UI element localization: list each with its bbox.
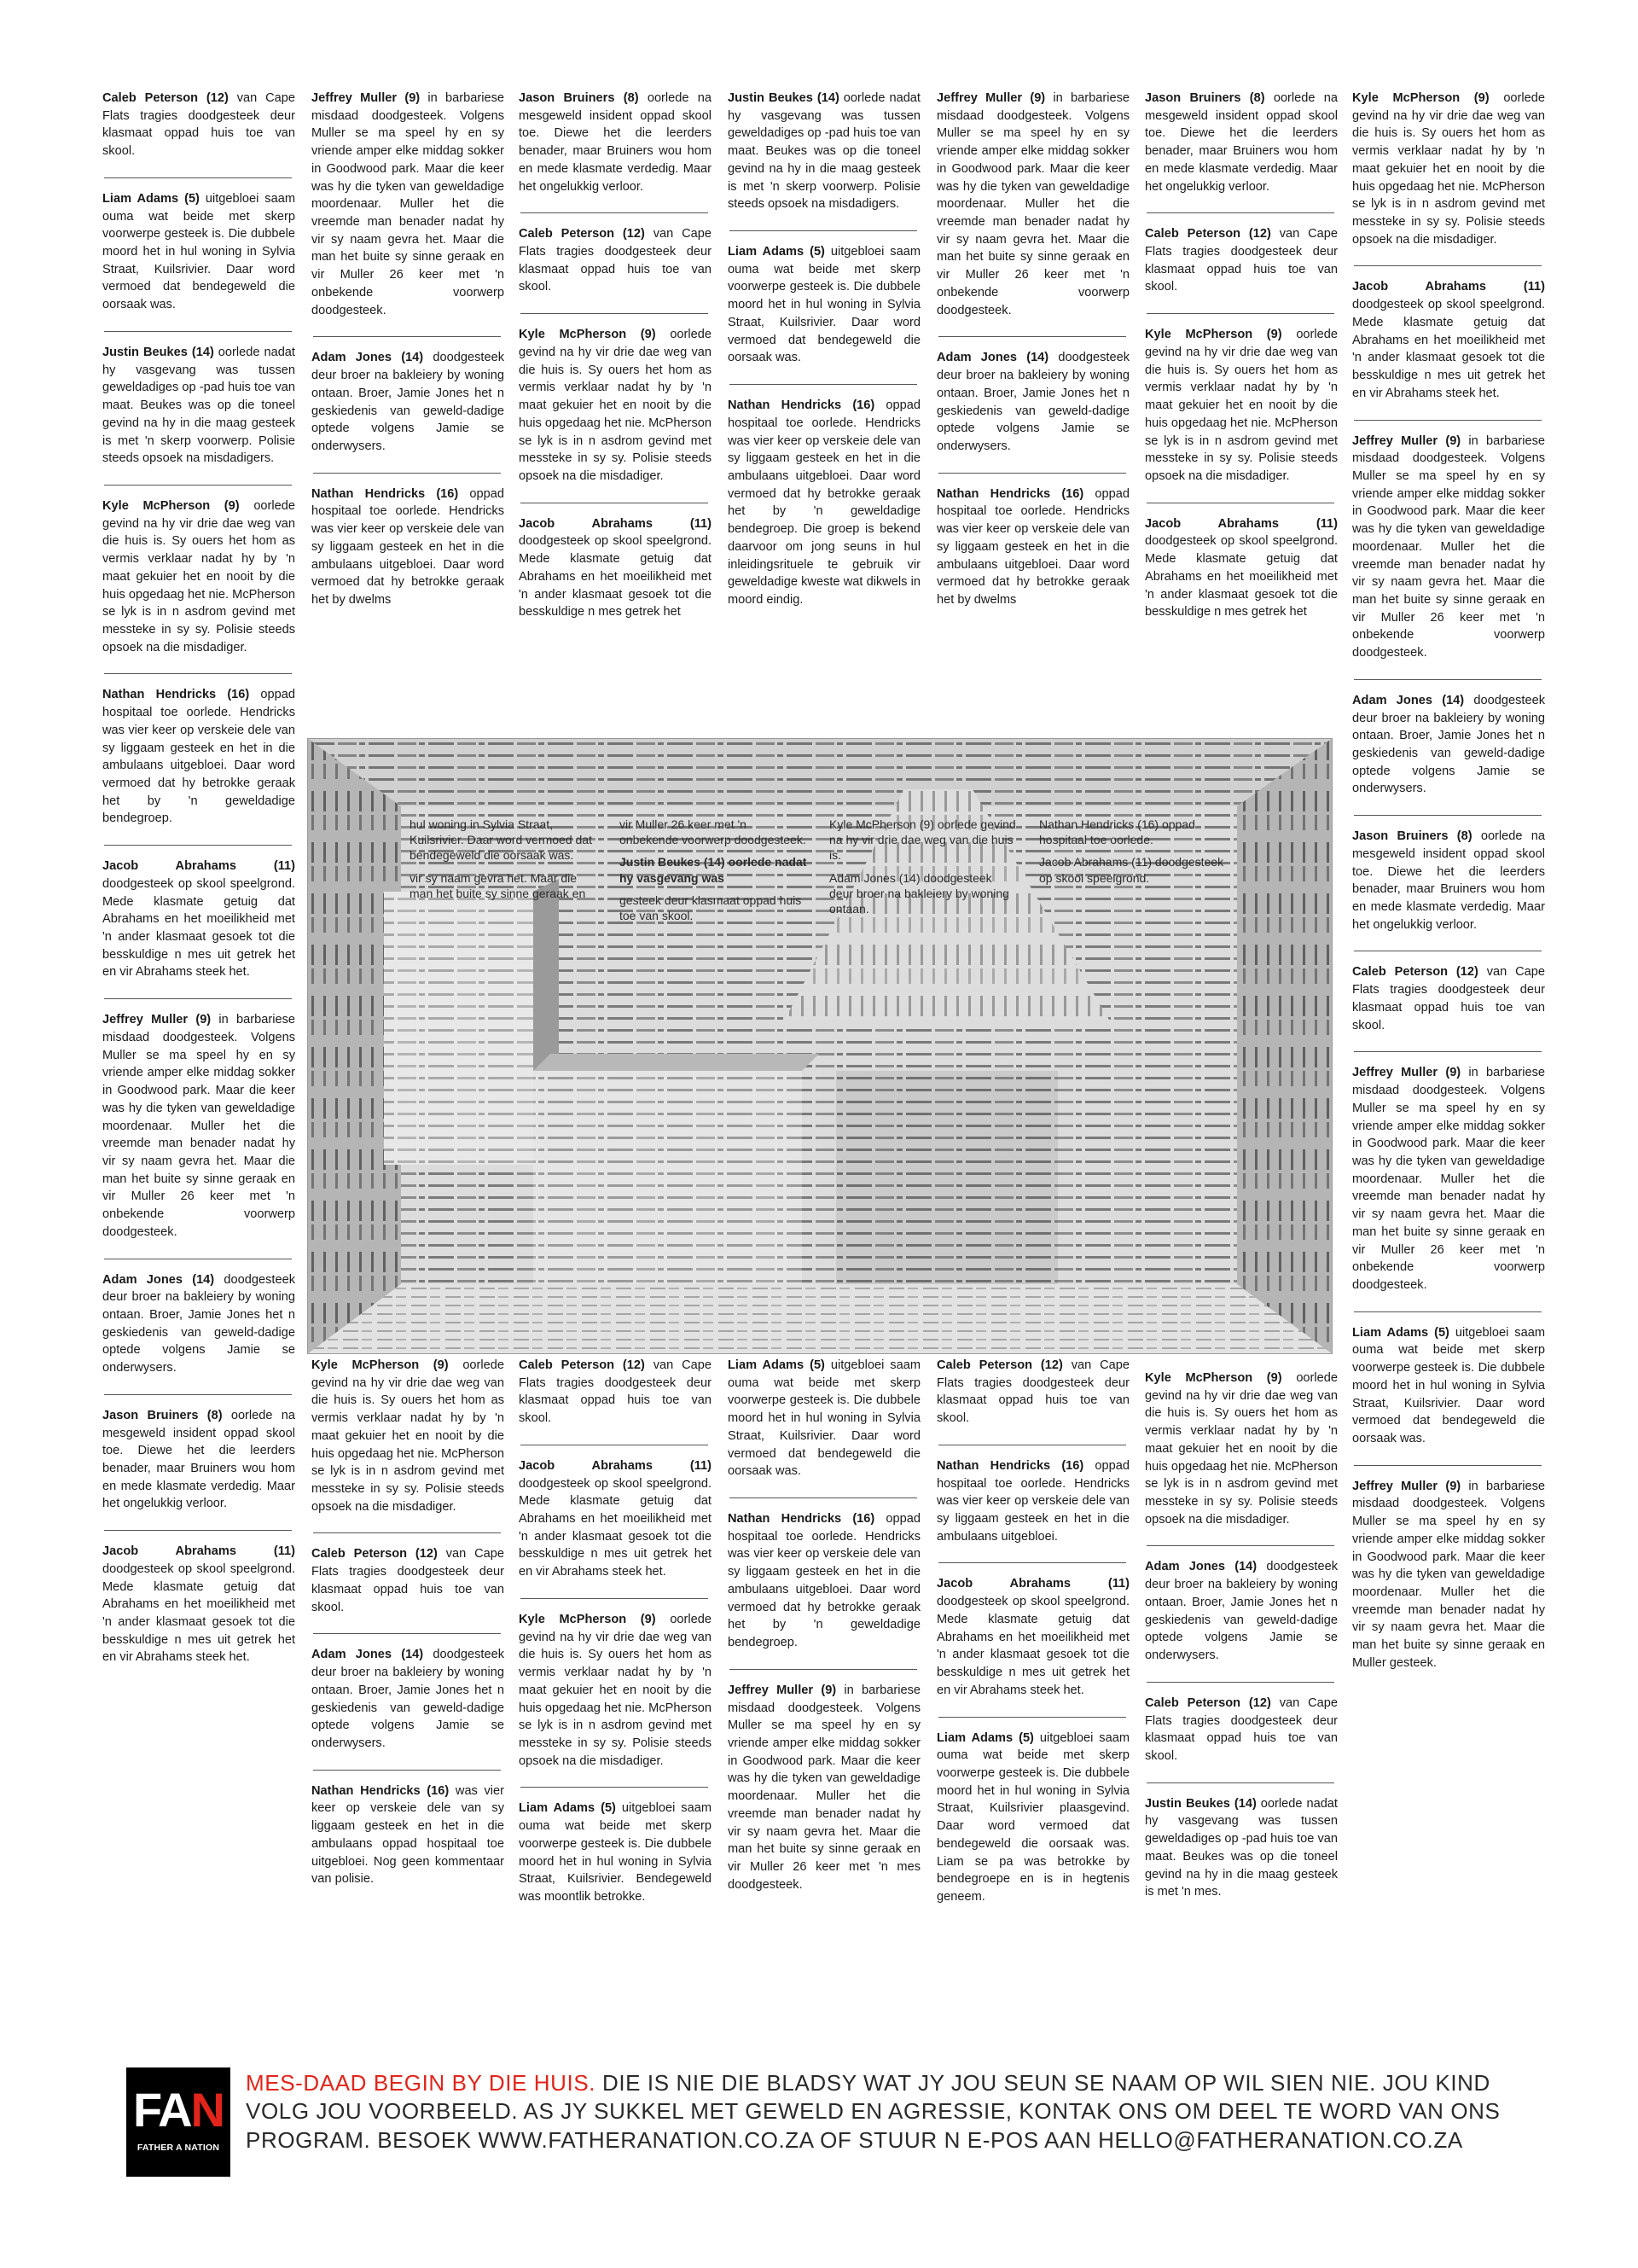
obituary-entry bbox=[519, 225, 712, 296]
entry-name: Kyle McPherson (9) bbox=[519, 328, 656, 342]
entry-name: Jeffrey Muller (9) bbox=[311, 91, 421, 105]
obituary-entry bbox=[1145, 1795, 1338, 1901]
entry-divider bbox=[1354, 1465, 1542, 1466]
entry-text: oorlede gevind na hy vir drie dae weg van die huis is. Sy ouers het hom as vermis verklaar nadat hy by 'n maat gekuier het en nooit by die huis opgedaag het nie. McPherson se lyk is in n asdrom gevind met messteke in sy sy. Polisie steeds opsoek na die misdadiger. bbox=[519, 1612, 712, 1768]
entry-divider bbox=[1354, 1051, 1542, 1052]
entry-text: oorlede gevind na hy vir drie dae weg van die huis is. Sy ouers het hom as vermis verklaar nadat hy by 'n maat gekuier het en nooit by die huis opgedaag het nie. McPherson se lyk is in n asdrom gevind met messteke in sy sy. Polisie steeds opsoek na die misdadiger. bbox=[311, 1358, 504, 1514]
entry-text: oppad hospitaal toe oorlede. Hendricks was vier keer op verskeie dele van sy liggaam gesteek en het in die ambulaans uitgebloei. Daar word vermoed dat hy betrokke geraak het by 'n geweldadige bendegroep. Die groep is bekend daarvoor om jong seuns in hul inleidingsrituele te gebruik vir geweldadige kweste wat dikwels in moord eindig. bbox=[728, 398, 921, 607]
obituary-column-b2 bbox=[519, 1357, 712, 1906]
entry-name: Justin Beukes (14) bbox=[728, 91, 839, 105]
entry-text: uitgebloei saam ouma wat beide met skerp voorwerpe gesteek is. Die dubbele moord het in hul woning in Sylvia Straat, Kuilsrivier. Daar word vermoed dat bendegeweld die oorsaak was. bbox=[1352, 1325, 1545, 1445]
entry-divider bbox=[938, 1562, 1126, 1563]
obituary-entry bbox=[519, 1457, 712, 1581]
cta-headline: MES-DAAD BEGIN BY DIE HUIS. bbox=[246, 2070, 596, 2096]
obituary-column-b3 bbox=[728, 1357, 921, 1893]
entry-divider bbox=[313, 336, 501, 337]
obituary-column-b4 bbox=[937, 1357, 1130, 1906]
entry-name: Jason Bruiners (8) bbox=[519, 91, 639, 105]
obituary-entry bbox=[1352, 90, 1545, 248]
entry-name: Liam Adams (5) bbox=[728, 245, 825, 259]
entry-name: Jeffrey Muller (9) bbox=[1352, 1066, 1461, 1080]
obituary-column-2 bbox=[311, 90, 504, 609]
obituary-entry bbox=[102, 686, 295, 828]
entry-text: doodgesteek op skool speelgrond. Mede klasmate getuig dat Abrahams en het moeilikheid met 'n ander klasmaat gesoek tot die besskuldige n mes uit getrek het en vir Abrahams steek het. bbox=[937, 1595, 1130, 1697]
entry-text: in barbariese misdaad doodgesteek. Volgens Muller se ma speel hy en sy vriende amper elke middag sokker in Goodwood park. Maar die keer was hy die tyken van geweldadige moordenaar. Muller het die vreemde man benader nadat hy vir sy naam gevra het. Maar die man het buite sy sinne geraak en vir Muller 26 keer met 'n onbekende voorwerp doodgesteek. bbox=[1352, 433, 1545, 660]
entry-name: Caleb Peterson (12) bbox=[519, 227, 645, 241]
room-floor bbox=[307, 1284, 1333, 1354]
entry-text: was vier keer op verskeie dele van sy liggaam gesteek en het in die ambulaans oppad hospitaal toe uitgebloei. Nog geen kommentaar van polisie. bbox=[311, 1783, 505, 1887]
entry-divider bbox=[729, 384, 917, 385]
entry-text: van Cape Flats tragies doodgesteek deur klasmaat oppad huis toe van skool. bbox=[311, 1547, 504, 1614]
entry-name: Nathan Hendricks (16) bbox=[311, 486, 459, 501]
entry-name: Jason Bruiners (8) bbox=[1352, 829, 1472, 844]
entry-name: Jacob Abrahams (11) bbox=[1145, 516, 1338, 531]
entry-text: in barbariese misdaad doodgesteek. Volgens Muller se ma speel hy en sy vriende amper elke middag sokker in Goodwood park. Maar die keer was hy die tyken van geweldadige moordenaar. Muller het die vreemde man benader nadat hy vir sy naam gevra het. Maar die man het buite sy sinne geraak en vir Muller 26 keer met 'n onbekende voorwerp doodgesteek. bbox=[937, 91, 1130, 317]
entry-divider bbox=[313, 473, 501, 474]
entry-text: oorlede gevind na hy vir drie dae weg van die huis is. Sy ouers het hom as vermis verklaar nadat hy by 'n maat gekuier het en nooit by die huis opgedaag het nie. McPherson se lyk is in n asdrom gevind met messteke in sy sy. Polisie steeds opsoek na die misdadiger. bbox=[519, 328, 712, 483]
entry-divider bbox=[104, 845, 292, 846]
entry-name: Jeffrey Muller (9) bbox=[102, 1013, 212, 1027]
entry-name: Adam Jones (14) bbox=[311, 1648, 424, 1662]
entry-text: uitgebloei saam ouma wat beide met skerp voorwerpe gesteek is. Die dubbele moord het in hul woning in Sylvia Straat, Kuilsrivier plaasgevind. Daar word vermoed dat bendegeweld die oorsaak was. Liam se pa was betrokke by bendegroepe en is in hegtenis geneem. bbox=[937, 1730, 1130, 1904]
entry-divider bbox=[1147, 212, 1334, 213]
entry-name: Jason Bruiners (8) bbox=[102, 1408, 223, 1422]
intro-snippet-group bbox=[410, 817, 1228, 923]
entry-name: Caleb Peterson (12) bbox=[519, 1358, 645, 1372]
entry-text: van Cape Flats tragies doodgesteek deur klasmaat oppad huis toe van skool. bbox=[102, 91, 295, 159]
entry-divider bbox=[938, 1717, 1126, 1718]
obituary-entry bbox=[937, 90, 1130, 319]
obituary-entry bbox=[1352, 278, 1545, 402]
entry-text: doodgesteek op skool speelgrond. Mede klasmate getuig dat Abrahams en het moeilikheid met 'n ander klasmaat gesoek tot die besskuldige n mes uit getrek het en vir Abrahams steek het. bbox=[102, 876, 295, 980]
entry-text: doodgesteek deur broer na bakleiery by woning ontaan. Broer, Jamie Jones het n geskiedenis van geweld-dadige optede volgens Jamie se onderwysers. bbox=[937, 351, 1130, 453]
obituary-entry bbox=[1145, 90, 1338, 195]
entry-text: in barbariese misdaad doodgesteek. Volgens Muller se ma speel hy en sy vriende amper elke middag sokker in Goodwood park. Maar die keer was hy die tyken van geweldadige moordenaar. Muller het die vreemde man benader nadat hy vir sy naam gevra het. Maar die man het buite sy sinne geraak en vir Muller 26 keer met 'n onbekende voorwerp doodgesteek. bbox=[1352, 1066, 1545, 1292]
entry-name: Adam Jones (14) bbox=[937, 351, 1049, 365]
entry-name: Nathan Hendricks (16) bbox=[102, 688, 250, 702]
entry-name: Kyle McPherson (9) bbox=[102, 498, 240, 513]
newspaper-room-illustration bbox=[307, 738, 1333, 1354]
entry-text: oorlede na mesgeweld insident oppad skool toe. Diewe het die leerders benader, maar Bruiners wou hom en mede klasmate verdedig. Maar het ongelukkig verloor. bbox=[1145, 91, 1339, 194]
entry-text: oorlede na mesgeweld insident oppad skool toe. Diewe het die leerders benader, maar Bruiners wou hom en mede klasmate verdedig. Maar het ongelukkig verloor. bbox=[519, 91, 712, 194]
entry-name: Jeffrey Muller (9) bbox=[728, 1683, 837, 1697]
entry-divider bbox=[1147, 313, 1334, 314]
entry-text: in barbariese misdaad doodgesteek. Volgens Muller se ma speel hy en sy vriende amper elke middag sokker in Goodwood park. Maar die keer was hy die tyken van geweldadige moordenaar. Muller het die vreemde man benader nadat hy vir sy naam gevra het. Maar die man het buite sy sinne geraak en Muller gesteek. bbox=[1352, 1479, 1545, 1670]
obituary-column-b1 bbox=[311, 1357, 504, 1888]
entry-name: Justin Beukes (14) bbox=[1145, 1796, 1257, 1811]
entry-text: doodgesteek op skool speelgrond. Mede klasmate getuig dat Abrahams en het moeilikheid met 'n ander klasmaat gesoek tot die besskuldige n mes uit getrek het en vir Abrahams steek het. bbox=[102, 1561, 295, 1665]
obituary-entry bbox=[937, 1357, 1130, 1428]
entry-divider bbox=[104, 1530, 292, 1531]
obituary-entry bbox=[102, 344, 295, 468]
snippet: Adam Jones (14) doodgesteek deur broer na bakleiery by woning ontaan. bbox=[829, 870, 1009, 916]
entry-divider bbox=[1147, 1545, 1334, 1546]
entry-divider bbox=[104, 331, 292, 332]
obituary-entry bbox=[1145, 1695, 1338, 1765]
entry-text: oorlede na mesgeweld insident oppad skool toe. Diewe het die leerders benader, maar Bruiners wou hom en mede klasmate verdedig. Maar het ongelukkig verloor. bbox=[102, 1408, 296, 1511]
entry-name: Nathan Hendricks (16) bbox=[937, 486, 1084, 501]
obituary-entry bbox=[519, 1611, 712, 1770]
center-box-top bbox=[533, 1054, 819, 1071]
entry-name: Adam Jones (14) bbox=[1352, 693, 1465, 707]
entry-text: doodgesteek op skool speelgrond. Mede klasmate getuig dat Abrahams en het moeilikheid met 'n ander klasmaat gesoek tot die besskuldige n mes uit getrek het en vir Abrahams steek het. bbox=[519, 1476, 712, 1579]
obituary-entry bbox=[311, 486, 504, 609]
obituary-entry bbox=[102, 1271, 295, 1377]
entry-text: in barbariese misdaad doodgesteek. Volgens Muller se ma speel hy en sy vriende amper elke middag sokker in Goodwood park. Maar die keer was hy die tyken van geweldadige moordenaar. Muller het die vreemde man benader nadat hy vir sy naam gevra het. Maar die man het buite sy sinne geraak en vir Muller 26 keer met 'n onbekende voorwerp doodgesteek. bbox=[102, 1013, 295, 1239]
entry-text: doodgesteek deur broer na bakleiery by woning ontaan. Broer, Jamie Jones het n geskiedenis van geweld-dadige optede volgens Jamie se onderwysers. bbox=[102, 1272, 295, 1375]
snippet: Justin Beukes (14) oorlede nadat hy vasgevang was bbox=[619, 855, 807, 885]
entry-text: van Cape Flats tragies doodgesteek deur klasmaat oppad huis toe van skool. bbox=[937, 1358, 1130, 1426]
snippet: Kyle McPherson (9) oorlede gevind na hy vir drie dae weg van die huis is. bbox=[829, 817, 1016, 863]
entry-name: Caleb Peterson (12) bbox=[1145, 227, 1271, 241]
entry-text: uitgebloei saam ouma wat beide met skerp voorwerpe gesteek is. Die dubbele moord het in hul woning in Sylvia Straat, Kuilsrivier. Daar word vermoed dat bendegeweld die oorsaak was. bbox=[102, 191, 295, 312]
snippet: gesteek deur klasmaat oppad huis toe van skool. bbox=[619, 893, 802, 922]
obituary-entry bbox=[102, 90, 295, 160]
entry-text: oppad hospitaal toe oorlede. Hendricks was vier keer op verskeie dele van sy liggaam gesteek en het in die ambulaans uitgebloei. Daar word vermoed dat hy betrokke geraak het by 'n geweldadige bendegroep. bbox=[728, 1512, 921, 1650]
obituary-entry bbox=[1145, 1370, 1338, 1528]
obituary-entry bbox=[728, 243, 921, 367]
entry-divider bbox=[1147, 1682, 1334, 1683]
obituary-entry bbox=[1145, 515, 1338, 621]
entry-name: Liam Adams (5) bbox=[728, 1358, 825, 1372]
entry-name: Kyle McPherson (9) bbox=[1145, 1371, 1282, 1385]
obituary-entry bbox=[102, 497, 295, 656]
obituary-entry bbox=[519, 1357, 712, 1428]
obituary-entry bbox=[1352, 1478, 1545, 1672]
entry-text: in barbariese misdaad doodgesteek. Volgens Muller se ma speel hy en sy vriende amper elke middag sokker in Goodwood park. Maar die keer was hy die tyken van geweldadige moordenaar. Muller het die vreemde man benader nadat hy vir sy naam gevra het. Maar die man het buite sy sinne geraak en vir Muller 26 keer met 'n onbekende voorwerp doodgesteek. bbox=[311, 91, 504, 317]
entry-divider bbox=[938, 473, 1126, 474]
entry-divider bbox=[1354, 1311, 1542, 1312]
obituary-column-5 bbox=[937, 90, 1130, 609]
entry-text: oppad hospitaal toe oorlede. Hendricks was vier keer op verskeie dele van sy liggaam gesteek en het in die ambulaans uitgebloei. Daar word vermoed dat hy betrokke geraak het by dwelms bbox=[311, 486, 505, 607]
entry-name: Justin Beukes (14) bbox=[102, 345, 214, 359]
obituary-column-3 bbox=[519, 90, 712, 621]
entry-name: Adam Jones (14) bbox=[311, 351, 424, 365]
entry-text: doodgesteek op skool speelgrond. Mede klasmate getuig dat Abrahams en het moeilikheid met 'n ander klasmaat gesoek tot die besskuldige n mes getrek het bbox=[519, 534, 712, 619]
entry-name: Jeffrey Muller (9) bbox=[1352, 433, 1461, 448]
entry-text: van Cape Flats tragies doodgesteek deur klasmaat oppad huis toe van skool. bbox=[1145, 1695, 1338, 1763]
obituary-entry bbox=[937, 1457, 1130, 1546]
obituary-entry bbox=[519, 326, 712, 485]
entry-name: Liam Adams (5) bbox=[102, 191, 200, 206]
obituary-entry bbox=[1352, 1324, 1545, 1448]
obituary-entry bbox=[311, 349, 504, 455]
obituary-entry bbox=[102, 858, 295, 981]
entry-name: Jacob Abrahams (11) bbox=[519, 516, 712, 531]
entry-divider bbox=[520, 313, 708, 314]
obituary-entry bbox=[728, 1682, 921, 1894]
fan-logo bbox=[126, 2067, 230, 2177]
entry-text: doodgesteek op skool speelgrond. Mede klasmate getuig dat Abrahams en het moeilikheid met 'n ander klasmaat gesoek tot die besskuldige n mes getrek het bbox=[1145, 534, 1338, 619]
obituary-entry bbox=[1352, 692, 1545, 798]
entry-text: oorlede nadat hy vasgevang was tussen geweldadiges op -pad huis toe van maat. Beukes was op die toneel gevind na hy in die maag gesteek is met 'n mes. bbox=[1145, 1796, 1338, 1899]
obituary-entry bbox=[311, 1545, 504, 1616]
entry-text: van Cape Flats tragies doodgesteek deur klasmaat oppad huis toe van skool. bbox=[519, 227, 712, 294]
obituary-entry bbox=[102, 1011, 295, 1241]
entry-divider bbox=[938, 336, 1126, 337]
obituary-entry bbox=[519, 90, 712, 195]
entry-name: Jacob Abrahams (11) bbox=[1352, 280, 1545, 294]
entry-name: Kyle McPherson (9) bbox=[311, 1358, 449, 1372]
entry-divider bbox=[520, 1787, 708, 1788]
obituary-column-1 bbox=[102, 90, 295, 1666]
entry-divider bbox=[313, 1532, 501, 1533]
obituary-entry bbox=[519, 515, 712, 621]
snippet: Jacob Abrahams (11) doodgesteek op skool speelgrond. bbox=[1039, 855, 1224, 885]
obituary-entry bbox=[311, 90, 504, 319]
entry-divider bbox=[1354, 420, 1542, 421]
entry-name: Kyle McPherson (9) bbox=[519, 1612, 656, 1626]
entry-name: Kyle McPherson (9) bbox=[1145, 328, 1282, 342]
obituary-entry bbox=[1145, 326, 1338, 485]
entry-text: oorlede nadat hy vasgevang was tussen geweldadiges op -pad huis toe van maat. Beukes was op die toneel gevind na hy in die maag gesteek is met 'n skerp voorwerp. Polisie steeds opsoek na misdadigers. bbox=[728, 91, 921, 212]
entry-divider bbox=[1354, 265, 1542, 266]
entry-divider bbox=[313, 1633, 501, 1634]
entry-name: Nathan Hendricks (16) bbox=[728, 1512, 875, 1527]
entry-name: Caleb Peterson (12) bbox=[937, 1358, 1063, 1372]
entry-name: Jacob Abrahams (11) bbox=[102, 1544, 295, 1559]
entry-name: Jeffrey Muller (9) bbox=[937, 91, 1046, 105]
cta-body: DIE IS NIE DIE BLADSY WAT JY JOU SEUN SE NAAM OP WIL SIEN NIE. JOU KIND VOLG JOU VOORBEELD. AS JY SUKKEL MET GEWELD EN AGRESSIE, KONTAK ONS OM DEEL TE WORD VAN ONS PROGRAM. BESOEK WWW.FATHERANATION.CO.ZA OF STUUR N E-POS AAN HELLO@FATHERANATION.CO.ZA bbox=[246, 2070, 1501, 2153]
obituary-entry bbox=[1145, 225, 1338, 296]
logo-wordmark bbox=[126, 2083, 230, 2137]
obituary-entry bbox=[1352, 1064, 1545, 1294]
entry-text: oorlede na mesgeweld insident oppad skool toe. Diewe het die leerders benader, maar Bruiners wou hom en mede klasmate verdedig. Maar het ongelukkig verloor. bbox=[1352, 829, 1546, 932]
entry-divider bbox=[104, 485, 292, 486]
logo-tagline: FATHER A NATION bbox=[136, 2143, 220, 2153]
snippet: Nathan Hendricks (16) oppad hospitaal toe oorlede. bbox=[1039, 817, 1195, 847]
entry-name: Nathan Hendricks (16) bbox=[728, 398, 875, 413]
entry-divider bbox=[729, 1497, 917, 1498]
entry-name: Caleb Peterson (12) bbox=[1145, 1695, 1271, 1710]
entry-divider bbox=[104, 1394, 292, 1395]
obituary-entry bbox=[728, 1357, 921, 1480]
obituary-column-6 bbox=[1145, 90, 1338, 621]
entry-name: Liam Adams (5) bbox=[519, 1801, 616, 1816]
entry-text: doodgesteek deur broer na bakleiery by woning ontaan. Broer, Jamie Jones het n geskiedenis van geweld-dadige optede volgens Jamie se onderwysers. bbox=[311, 1648, 504, 1750]
entry-name: Caleb Peterson (12) bbox=[311, 1547, 438, 1561]
entry-name: Nathan Hendricks (16) bbox=[937, 1458, 1084, 1473]
entry-name: Adam Jones (14) bbox=[102, 1272, 215, 1287]
entry-text: uitgebloei saam ouma wat beide met skerp voorwerpe gesteek is. Die dubbele moord het in hul woning in Sylvia Straat, Kuilsrivier. Bendegeweld was moontlik betrokke. bbox=[519, 1801, 712, 1904]
call-to-action bbox=[246, 2069, 1542, 2155]
entry-text: uitgebloei saam ouma wat beide met skerp voorwerpe gesteek is. Die dubbele moord het in hul woning in Sylvia Straat, Kuilsrivier. Daar word vermoed dat bendegeweld die oorsaak was. bbox=[728, 245, 921, 365]
entry-text: van Cape Flats tragies doodgesteek deur klasmaat oppad huis toe van skool. bbox=[1352, 965, 1545, 1032]
entry-divider bbox=[520, 212, 708, 213]
entry-name: Caleb Peterson (12) bbox=[102, 91, 229, 105]
entry-name: Kyle McPherson (9) bbox=[1352, 91, 1490, 105]
entry-text: oorlede gevind na hy vir drie dae weg van die huis is. Sy ouers het hom as vermis verklaar nadat hy by 'n maat gekuier het en nooit by die huis opgedaag het nie. McPherson se lyk is in n asdrom gevind met messteke in sy sy. Polisie steeds opsoek na die misdadiger. bbox=[102, 498, 295, 654]
entry-divider bbox=[313, 1770, 501, 1771]
entry-divider bbox=[104, 998, 292, 999]
entry-divider bbox=[1147, 1782, 1334, 1783]
entry-divider bbox=[1354, 679, 1542, 680]
snippet: hul woning in Sylvia Straat, Kuilsrivier. Daar word vermoed dat bendegeweld die oorsaak was. bbox=[410, 817, 592, 863]
obituary-entry bbox=[937, 486, 1130, 609]
snippet: vir sy naam gevra het. Maar die man het buite sy sinne geraak en vir Muller 26 keer met 'n onbekende voorwerp doodgesteek. bbox=[410, 817, 806, 900]
obituary-entry bbox=[1352, 828, 1545, 933]
entry-divider bbox=[1354, 815, 1542, 816]
entry-name: Adam Jones (14) bbox=[1145, 1560, 1258, 1574]
entry-divider bbox=[520, 1598, 708, 1599]
entry-name: Jason Bruiners (8) bbox=[1145, 91, 1265, 105]
entry-text: oppad hospitaal toe oorlede. Hendricks was vier keer op verskeie dele van sy liggaam gesteek en het in die ambulaans uitgebloei. bbox=[937, 1458, 1130, 1544]
obituary-entry bbox=[1145, 1558, 1338, 1664]
obituary-entry bbox=[1352, 433, 1545, 662]
entry-text: uitgebloei saam ouma wat beide met skerp voorwerpe gesteek is. Die dubbele moord het in hul woning in Sylvia Straat, Kuilsrivier. Daar word vermoed dat bendegeweld die oorsaak was. bbox=[728, 1358, 921, 1479]
footer-banner bbox=[126, 2067, 1542, 2183]
obituary-entry bbox=[937, 1575, 1130, 1699]
obituary-entry bbox=[519, 1800, 712, 1905]
entry-text: doodgesteek deur broer na bakleiery by woning ontaan. Broer, Jamie Jones het n geskiedenis van geweld-dadige optede volgens Jamie se onderwysers. bbox=[311, 351, 504, 453]
entry-name: Jacob Abrahams (11) bbox=[519, 1458, 712, 1473]
entry-name: Liam Adams (5) bbox=[1352, 1325, 1449, 1340]
obituary-entry bbox=[311, 1357, 504, 1515]
entry-text: oppad hospitaal toe oorlede. Hendricks was vier keer op verskeie dele van sy liggaam gesteek en het in die ambulaans uitgebloei. Daar word vermoed dat hy betrokke geraak het by dwelms bbox=[937, 486, 1130, 607]
obituary-entry bbox=[102, 1407, 295, 1513]
entry-divider bbox=[104, 673, 292, 674]
entry-text: oorlede gevind na hy vir drie dae weg van die huis is. Sy ouers het hom as vermis verklaar nadat hy by 'n maat gekuier het en nooit by die huis opgedaag het nie. McPherson se lyk is in n asdrom gevind met messteke in sy sy. Polisie steeds opsoek na die misdadiger. bbox=[1145, 1371, 1338, 1527]
obituary-entry bbox=[728, 1510, 921, 1652]
obituary-column-b5 bbox=[1145, 1370, 1338, 1901]
obituary-entry bbox=[937, 1730, 1130, 1906]
logo-n: N bbox=[190, 2083, 224, 2137]
obituary-entry bbox=[728, 90, 921, 213]
entry-text: oorlede gevind na hy vir drie dae weg van die huis is. Sy ouers het hom as vermis verklaar nadat hy by 'n maat gekuier het en nooit by die huis opgedaag het nie. McPherson se lyk is in n asdrom gevind met messteke in sy sy. Polisie steeds opsoek na die misdadiger. bbox=[1352, 91, 1545, 247]
obituary-entry bbox=[102, 190, 295, 314]
obituary-entry bbox=[728, 397, 921, 609]
entry-name: Nathan Hendricks (16) bbox=[311, 1783, 450, 1798]
entry-text: oppad hospitaal toe oorlede. Hendricks was vier keer op verskeie dele van sy liggaam gesteek en het in die ambulaans uitgebloei. Daar word vermoed dat hy betrokke geraak het by 'n geweldadige bendegroep. bbox=[102, 688, 296, 826]
obituary-entry bbox=[311, 1782, 504, 1888]
obituary-column-4 bbox=[728, 90, 921, 609]
entry-name: Jacob Abrahams (11) bbox=[937, 1577, 1130, 1591]
entry-text: van Cape Flats tragies doodgesteek deur klasmaat oppad huis toe van skool. bbox=[1145, 227, 1338, 294]
entry-text: in barbariese misdaad doodgesteek. Volgens Muller se ma speel hy en sy vriende amper elke middag sokker in Goodwood park. Maar die keer was hy die tyken van geweldadige moordenaar. Muller het die vreemde man benader nadat hy vir sy naam gevra het. Maar die man het buite sy sinne geraak en vir Muller 26 keer met 'n mes doodgesteek. bbox=[728, 1683, 921, 1892]
entry-text: van Cape Flats tragies doodgesteek deur klasmaat oppad huis toe van skool. bbox=[519, 1358, 712, 1426]
entry-text: oorlede gevind na hy vir drie dae weg van die huis is. Sy ouers het hom as vermis verklaar nadat hy by 'n maat gekuier het en nooit by die huis opgedaag het nie. McPherson se lyk is in n asdrom gevind met messteke in sy sy. Polisie steeds opsoek na die misdadiger. bbox=[1145, 328, 1338, 483]
entry-name: Liam Adams (5) bbox=[937, 1730, 1034, 1745]
obituary-entry bbox=[937, 349, 1130, 455]
entry-text: doodgesteek deur broer na bakleiery by woning ontaan. Broer, Jamie Jones het n geskiedenis van geweld-dadige optede volgens Jamie se onderwysers. bbox=[1352, 693, 1545, 796]
entry-text: doodgesteek deur broer na bakleiery by woning ontaan. Broer, Jamie Jones het n geskiedenis van geweld-dadige optede volgens Jamie se onderwysers. bbox=[1145, 1560, 1338, 1663]
entry-name: Caleb Peterson (12) bbox=[1352, 965, 1478, 980]
logo-fa: FA bbox=[132, 2083, 191, 2137]
entry-text: oorlede nadat hy vasgevang was tussen geweldadiges op -pad huis toe van maat. Beukes was op die toneel gevind na hy in die maag gesteek is met 'n skerp voorwerp. Polisie steeds opsoek na misdadigers. bbox=[102, 345, 295, 466]
obituary-entry bbox=[102, 1543, 295, 1666]
entry-divider bbox=[729, 230, 917, 231]
entry-name: Jeffrey Muller (9) bbox=[1352, 1479, 1461, 1493]
entry-divider bbox=[729, 1669, 917, 1670]
obituary-column-7 bbox=[1352, 90, 1545, 1672]
obituary-entry bbox=[1352, 963, 1545, 1034]
entry-divider bbox=[104, 177, 292, 178]
obituary-entry bbox=[311, 1646, 504, 1752]
entry-text: doodgesteek op skool speelgrond. Mede klasmate getuig dat Abrahams en het moeilikheid met 'n ander klasmaat gesoek tot die besskuldige n mes uit getrek het en vir Abrahams steek het. bbox=[1352, 298, 1545, 400]
entry-name: Jacob Abrahams (11) bbox=[102, 859, 295, 874]
